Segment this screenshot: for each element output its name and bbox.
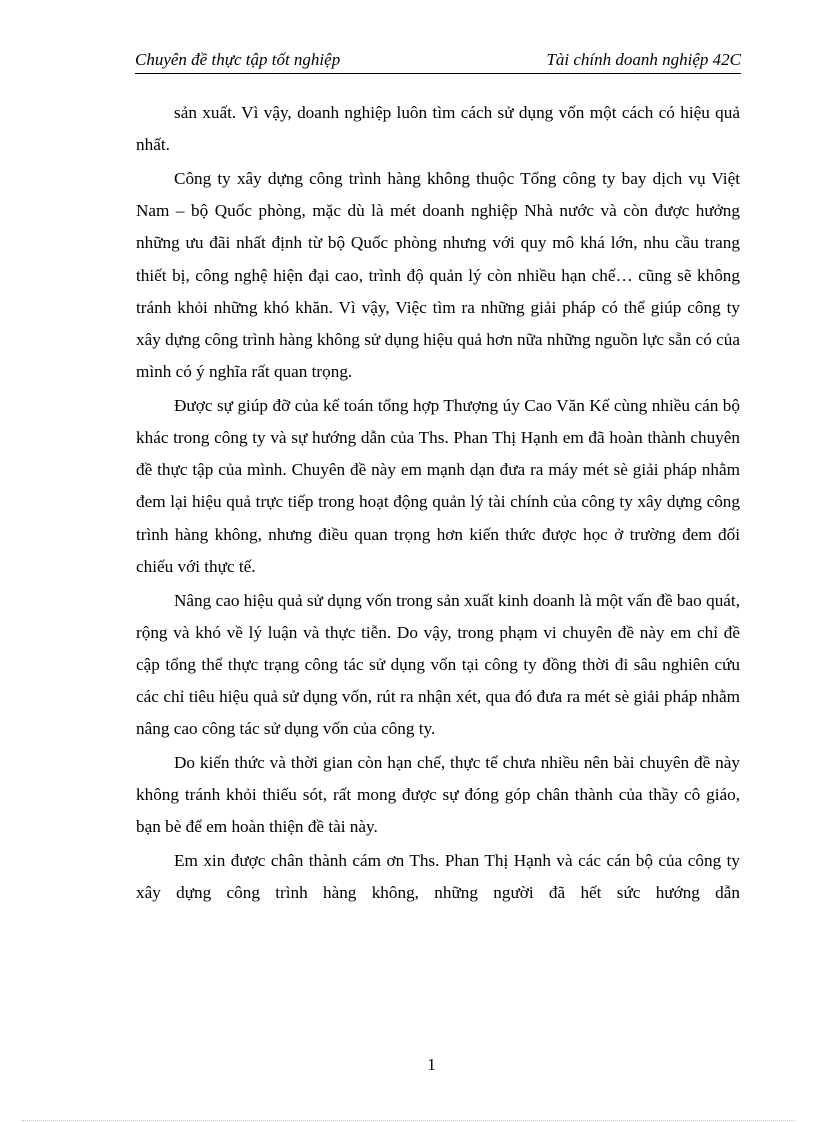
page-bottom-divider: [22, 1120, 794, 1121]
page-number: 1: [427, 1055, 436, 1074]
paragraph-company-context: Công ty xây dựng công trình hàng không thuộc Tổng công ty bay dịch vụ Việt Nam – bộ Quốc phòng, mặc dù là mét doanh nghiệp Nhà nước và còn được hưởng những ưu đãi nhất định từ bộ Quốc phòng nhưng với quy mô khá lớn, nhu cầu trang thiết bị, công nghệ hiện đại cao, trình độ quản lý còn nhiều hạn chế… cũng sẽ không tránh khỏi những khó khăn. Vì vậy, Việc tìm ra những giải pháp có thể giúp công ty xây dựng công trình hàng không sử dụng hiệu quả hơn nữa những nguồn lực sẵn có của mình có ý nghĩa rất quan trọng.: [136, 168, 740, 382]
header-document-title: Chuyên đề thực tập tốt nghiệp: [135, 50, 341, 69]
paragraph-scope: Nâng cao hiệu quả sử dụng vốn trong sản xuất kinh doanh là một vấn đề bao quát, rộng và khó về lý luận và thực tiễn. Do vậy, trong phạm vi chuyên đề này em chỉ đề cập tổng thể thực trạng công tác sử dụng vốn tại công ty đồng thời đi sâu nghiên cứu các chỉ tiêu hiệu quả sử dụng vốn, rút ra nhận xét, qua đó đưa ra mét sè giải pháp nhằm nâng cao công tác sử dụng vốn của công ty.: [136, 590, 740, 739]
paragraph-acknowledgement-intro: Được sự giúp đỡ của kế toán tổng hợp Thượng úy Cao Văn Kế cùng nhiều cán bộ khác trong công ty và sự hướng dẫn của Ths. Phan Thị Hạnh em đã hoàn thành chuyên đề thực tập của mình. Chuyên đề này em mạnh dạn đưa ra máy mét sè giải pháp nhằm đem lại hiệu quả trực tiếp trong hoạt động quản lý tài chính của công ty xây dựng công trình hàng không, nhưng điều quan trọng hơn kiến thức được học ở trường đem đối chiếu với thực tế.: [136, 395, 740, 576]
paragraph-continuation: sản xuất. Vì vậy, doanh nghiệp luôn tìm cách sử dụng vốn một cách có hiệu quả nhất.: [136, 103, 740, 155]
header-class-label: Tài chính doanh nghiệp 42C: [546, 50, 741, 69]
page-header: [135, 49, 741, 74]
page-body: [136, 97, 740, 911]
paragraph-limitations: Do kiến thức và thời gian còn hạn chế, thực tế chưa nhiều nên bài chuyên đề này không tránh khỏi thiếu sót, rất mong được sự đóng góp chân thành của thầy cô giáo, bạn bè để em hoàn thiện đề tài này.: [136, 753, 740, 837]
paragraph-thanks: Em xin được chân thành cám ơn Ths. Phan Thị Hạnh và các cán bộ của công ty xây dựng công trình hàng không, những người đã hết sức hướng dẫn: [136, 851, 740, 903]
